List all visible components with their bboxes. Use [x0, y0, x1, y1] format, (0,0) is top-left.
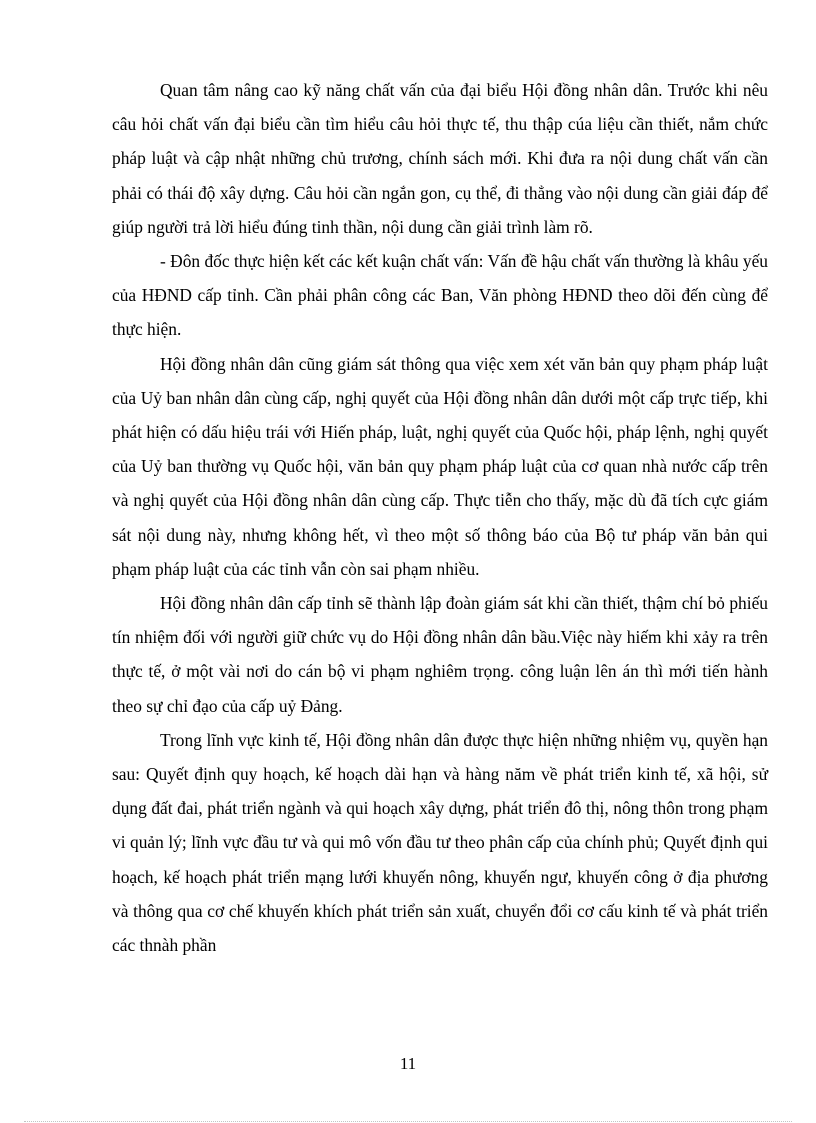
paragraph-follow-up-conclusions: - Đôn đốc thực hiện kết các kết kuận chất vấn: Vấn đề hậu chất vấn thường là khâu yếu của HĐND cấp tỉnh. Cần phải phân công các Ban, Văn phòng HĐND theo dõi đến cùng để thực hiện. [112, 251, 768, 340]
paragraph-legal-document-review: Hội đồng nhân dân cũng giám sát thông qua việc xem xét văn bản quy phạm pháp luật của Uỷ ban nhân dân cùng cấp, nghị quyết của Hội đồng nhân dân dưới một cấp trực tiếp, khi phát hiện có dấu hiệu trái với Hiến pháp, luật, nghị quyết của Quốc hội, pháp lệnh, nghị quyết của Uỷ ban thường vụ Quốc hội, văn bản quy phạm pháp luật của cơ quan nhà nước cấp trên và nghị quyết của Hội đồng nhân dân cùng cấp. Thực tiễn cho thấy, mặc dù đã tích cực giám sát nội dung này, nhưng không hết, vì theo một số thông báo của Bộ tư pháp văn bản qui phạm pháp luật của các tỉnh vẫn còn sai phạm nhiều. [112, 353, 768, 579]
page-bottom-divider [24, 1121, 792, 1122]
page-number: 11 [399, 1054, 417, 1073]
paragraph-supervision-delegation: Hội đồng nhân dân cấp tỉnh sẽ thành lập đoàn giám sát khi cần thiết, thậm chí bỏ phiếu tín nhiệm đối với người giữ chức vụ do Hội đồng nhân dân bầu.Việc này hiếm khi xảy ra trên thực tế, ở một vài nơi do cán bộ vi phạm nghiêm trọng. công luận lên án thì mới tiến hành theo sự chỉ đạo của cấp uỷ Đảng. [112, 593, 768, 716]
body-text [112, 73, 768, 962]
paragraph-questioning-skills: Quan tâm nâng cao kỹ năng chất vấn của đại biểu Hội đồng nhân dân. Trước khi nêu câu hỏi chất vấn đại biểu cần tìm hiểu câu hỏi thực tế, thu thập cúa liệu cần thiết, nắm chức pháp luật và cập nhật những chủ trương, chính sách mới. Khi đưa ra nội dung chất vấn cần phải có thái độ xây dựng. Câu hỏi cần ngắn gon, cụ thể, đi thẳng vào nội dung cần giải đáp để giúp người trả lời hiểu đúng tinh thần, nội dung cần giải trình làm rõ. [112, 80, 768, 237]
paragraph-economic-duties: Trong lĩnh vực kinh tế, Hội đồng nhân dân được thực hiện những nhiệm vụ, quyền hạn sau: Quyết định quy hoạch, kế hoạch dài hạn và hàng năm về phát triển kinh tế, xã hội, sử dụng đất đai, phát triển ngành và qui hoạch xây dựng, phát triển đô thị, nông thôn trong phạm vi quản lý; lĩnh vực đầu tư và qui mô vốn đầu tư theo phân cấp của chính phủ; Quyết định qui hoạch, kế hoạch phát triển mạng lưới khuyến nông, khuyến ngư, khuyến công ở địa phương và thông qua cơ chế khuyến khích phát triển sản xuất, chuyển đổi cơ cấu kinh tế và phát triển các thnàh phần [112, 729, 768, 956]
